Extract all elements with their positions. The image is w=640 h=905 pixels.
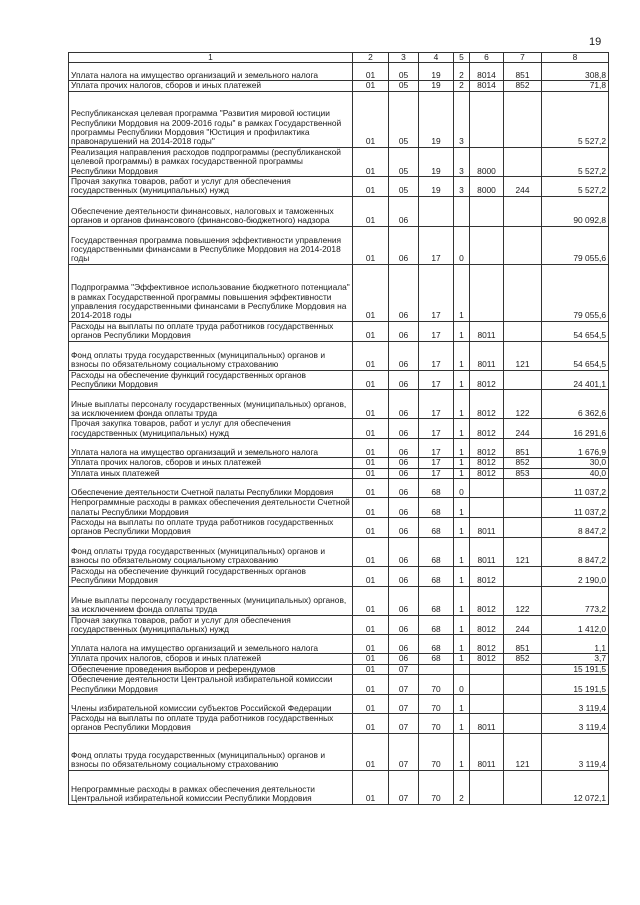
section-code-cell: 01 bbox=[353, 226, 389, 264]
table-row bbox=[69, 517, 609, 537]
subsection-code-cell: 05 bbox=[389, 63, 419, 81]
expense-type-code-cell bbox=[504, 770, 542, 804]
item-name-cell: Государственная программа повышения эффективности управления государственными финансами в Республике Мордовия на 2014-2018 годы bbox=[69, 226, 353, 264]
section-code-cell: 01 bbox=[353, 566, 389, 586]
amount-cell: 12 072,1 bbox=[542, 770, 609, 804]
amount-cell: 54 654,5 bbox=[542, 321, 609, 341]
header-col-6: 6 bbox=[470, 53, 504, 63]
program-code-cell: 19 bbox=[419, 147, 454, 176]
subsection-code-cell: 07 bbox=[389, 770, 419, 804]
subprogram-code-cell: 1 bbox=[454, 458, 470, 468]
expense-direction-code-cell bbox=[470, 675, 504, 695]
program-code-cell: 17 bbox=[419, 226, 454, 264]
amount-cell: 40,0 bbox=[542, 468, 609, 478]
expense-direction-code-cell: 8011 bbox=[470, 733, 504, 770]
section-code-cell: 01 bbox=[353, 390, 389, 419]
subprogram-code-cell: 1 bbox=[454, 419, 470, 439]
section-code-cell: 01 bbox=[353, 713, 389, 733]
amount-cell: 3 119,4 bbox=[542, 713, 609, 733]
expense-direction-code-cell: 8000 bbox=[470, 177, 504, 197]
item-name-cell: Уплата прочих налогов, сборов и иных платежей bbox=[69, 458, 353, 468]
program-code-cell: 70 bbox=[419, 733, 454, 770]
section-code-cell: 01 bbox=[353, 458, 389, 468]
program-code-cell: 19 bbox=[419, 81, 454, 91]
section-code-cell: 01 bbox=[353, 147, 389, 176]
header-col-8: 8 bbox=[542, 53, 609, 63]
section-code-cell: 01 bbox=[353, 498, 389, 518]
program-code-cell: 17 bbox=[419, 321, 454, 341]
subprogram-code-cell: 1 bbox=[454, 635, 470, 654]
program-code-cell: 19 bbox=[419, 177, 454, 197]
item-name-cell: Расходы на выплаты по оплате труда работников государственных органов Республики Мордовия bbox=[69, 321, 353, 341]
table-row bbox=[69, 226, 609, 264]
section-code-cell: 01 bbox=[353, 91, 389, 147]
table-row bbox=[69, 479, 609, 498]
expense-type-code-cell: 851 bbox=[504, 63, 542, 81]
expense-direction-code-cell: 8012 bbox=[470, 390, 504, 419]
amount-cell: 8 847,2 bbox=[542, 517, 609, 537]
program-code-cell: 70 bbox=[419, 770, 454, 804]
expense-type-code-cell: 851 bbox=[504, 635, 542, 654]
subsection-code-cell: 06 bbox=[389, 321, 419, 341]
amount-cell: 1,1 bbox=[542, 635, 609, 654]
expense-type-code-cell: 121 bbox=[504, 341, 542, 370]
expense-type-code-cell: 852 bbox=[504, 458, 542, 468]
expense-type-code-cell: 851 bbox=[504, 439, 542, 458]
subsection-code-cell: 07 bbox=[389, 675, 419, 695]
item-name-cell: Члены избирательной комиссии субъектов Российской Федерации bbox=[69, 694, 353, 713]
table-row bbox=[69, 341, 609, 370]
subsection-code-cell: 07 bbox=[389, 694, 419, 713]
amount-cell: 15 191,5 bbox=[542, 675, 609, 695]
program-code-cell bbox=[419, 196, 454, 226]
subprogram-code-cell: 1 bbox=[454, 468, 470, 478]
table-row bbox=[69, 390, 609, 419]
subsection-code-cell: 06 bbox=[389, 458, 419, 468]
subprogram-code-cell: 3 bbox=[454, 147, 470, 176]
amount-cell: 30,0 bbox=[542, 458, 609, 468]
subsection-code-cell: 07 bbox=[389, 713, 419, 733]
expense-direction-code-cell: 8014 bbox=[470, 81, 504, 91]
item-name-cell: Иные выплаты персоналу государственных (муниципальных) органов, за исключением фонда оплаты труда bbox=[69, 586, 353, 615]
expense-direction-code-cell: 8012 bbox=[470, 586, 504, 615]
expense-direction-code-cell: 8011 bbox=[470, 537, 504, 566]
header-col-7: 7 bbox=[504, 53, 542, 63]
program-code-cell: 17 bbox=[419, 264, 454, 321]
expense-type-code-cell bbox=[504, 321, 542, 341]
subsection-code-cell: 06 bbox=[389, 635, 419, 654]
subprogram-code-cell: 1 bbox=[454, 586, 470, 615]
section-code-cell: 01 bbox=[353, 615, 389, 635]
subprogram-code-cell: 1 bbox=[454, 264, 470, 321]
subprogram-code-cell bbox=[454, 664, 470, 674]
expense-type-code-cell: 121 bbox=[504, 733, 542, 770]
table-header bbox=[69, 53, 609, 63]
subprogram-code-cell: 3 bbox=[454, 91, 470, 147]
subsection-code-cell: 05 bbox=[389, 147, 419, 176]
expense-type-code-cell: 121 bbox=[504, 537, 542, 566]
expense-type-code-cell: 244 bbox=[504, 177, 542, 197]
item-name-cell: Уплата налога на имущество организаций и земельного налога bbox=[69, 439, 353, 458]
subsection-code-cell: 05 bbox=[389, 177, 419, 197]
amount-cell: 1 676,9 bbox=[542, 439, 609, 458]
section-code-cell: 01 bbox=[353, 196, 389, 226]
program-code-cell: 17 bbox=[419, 468, 454, 478]
subprogram-code-cell: 0 bbox=[454, 675, 470, 695]
expense-direction-code-cell: 8012 bbox=[470, 419, 504, 439]
item-name-cell: Фонд оплаты труда государственных (муниципальных) органов и взносы по обязательному социальному страхованию bbox=[69, 733, 353, 770]
amount-cell: 79 055,6 bbox=[542, 226, 609, 264]
expense-direction-code-cell bbox=[470, 479, 504, 498]
amount-cell: 15 191,5 bbox=[542, 664, 609, 674]
section-code-cell: 01 bbox=[353, 517, 389, 537]
section-code-cell: 01 bbox=[353, 664, 389, 674]
table-row bbox=[69, 664, 609, 674]
subprogram-code-cell: 1 bbox=[454, 370, 470, 390]
program-code-cell: 68 bbox=[419, 566, 454, 586]
section-code-cell: 01 bbox=[353, 537, 389, 566]
amount-cell: 5 527,2 bbox=[542, 147, 609, 176]
subsection-code-cell: 06 bbox=[389, 264, 419, 321]
subprogram-code-cell: 1 bbox=[454, 341, 470, 370]
expense-direction-code-cell: 8012 bbox=[470, 566, 504, 586]
section-code-cell: 01 bbox=[353, 468, 389, 478]
expense-direction-code-cell: 8000 bbox=[470, 147, 504, 176]
item-name-cell: Обеспечение деятельности Центральной избирательной комиссии Республики Мордовия bbox=[69, 675, 353, 695]
subprogram-code-cell: 1 bbox=[454, 390, 470, 419]
expense-direction-code-cell: 8011 bbox=[470, 713, 504, 733]
subprogram-code-cell: 2 bbox=[454, 81, 470, 91]
section-code-cell: 01 bbox=[353, 370, 389, 390]
amount-cell: 79 055,6 bbox=[542, 264, 609, 321]
expense-type-code-cell bbox=[504, 566, 542, 586]
header-col-4: 4 bbox=[419, 53, 454, 63]
table-row bbox=[69, 615, 609, 635]
amount-cell: 773,2 bbox=[542, 586, 609, 615]
expense-direction-code-cell: 8011 bbox=[470, 341, 504, 370]
expense-type-code-cell bbox=[504, 664, 542, 674]
section-code-cell: 01 bbox=[353, 654, 389, 664]
item-name-cell: Фонд оплаты труда государственных (муниципальных) органов и взносы по обязательному социальному страхованию bbox=[69, 537, 353, 566]
item-name-cell: Расходы на выплаты по оплате труда работников государственных органов Республики Мордовия bbox=[69, 517, 353, 537]
section-code-cell: 01 bbox=[353, 264, 389, 321]
amount-cell: 3 119,4 bbox=[542, 694, 609, 713]
subsection-code-cell: 05 bbox=[389, 81, 419, 91]
subprogram-code-cell: 3 bbox=[454, 177, 470, 197]
item-name-cell: Прочая закупка товаров, работ и услуг для обеспечения государственных (муниципальных) нужд bbox=[69, 419, 353, 439]
subsection-code-cell: 05 bbox=[389, 91, 419, 147]
table-row bbox=[69, 566, 609, 586]
program-code-cell: 19 bbox=[419, 91, 454, 147]
subprogram-code-cell: 1 bbox=[454, 498, 470, 518]
expense-type-code-cell: 852 bbox=[504, 654, 542, 664]
expense-type-code-cell bbox=[504, 694, 542, 713]
expense-direction-code-cell bbox=[470, 664, 504, 674]
program-code-cell: 70 bbox=[419, 713, 454, 733]
item-name-cell: Обеспечение деятельности Счетной палаты Республики Мордовия bbox=[69, 479, 353, 498]
table-row bbox=[69, 675, 609, 695]
section-code-cell: 01 bbox=[353, 419, 389, 439]
page-number: 19 bbox=[589, 36, 602, 48]
amount-cell: 16 291,6 bbox=[542, 419, 609, 439]
expense-direction-code-cell bbox=[470, 694, 504, 713]
expense-type-code-cell bbox=[504, 226, 542, 264]
header-row bbox=[69, 53, 609, 63]
program-code-cell: 68 bbox=[419, 635, 454, 654]
expense-type-code-cell bbox=[504, 91, 542, 147]
table-row bbox=[69, 713, 609, 733]
table-row bbox=[69, 147, 609, 176]
program-code-cell: 17 bbox=[419, 390, 454, 419]
expense-type-code-cell bbox=[504, 713, 542, 733]
program-code-cell: 17 bbox=[419, 458, 454, 468]
subprogram-code-cell: 1 bbox=[454, 321, 470, 341]
expense-type-code-cell: 244 bbox=[504, 615, 542, 635]
item-name-cell: Уплата налога на имущество организаций и земельного налога bbox=[69, 635, 353, 654]
item-name-cell: Республиканская целевая программа "Развития мировой юстиции Республики Мордовия на 2009-2016 годы" в рамках Государственной программы Республики Мордовия "Юстиция и профилактика правонарушений на 2014-2018 годы" bbox=[69, 91, 353, 147]
amount-cell: 71,8 bbox=[542, 81, 609, 91]
item-name-cell: Расходы на выплаты по оплате труда работников государственных органов Республики Мордовия bbox=[69, 713, 353, 733]
table-row bbox=[69, 196, 609, 226]
section-code-cell: 01 bbox=[353, 63, 389, 81]
subsection-code-cell: 06 bbox=[389, 654, 419, 664]
subprogram-code-cell: 2 bbox=[454, 63, 470, 81]
subprogram-code-cell: 1 bbox=[454, 654, 470, 664]
item-name-cell: Непрограммные расходы в рамках обеспечения деятельности Счетной палаты Республики Мордовия bbox=[69, 498, 353, 518]
program-code-cell: 68 bbox=[419, 654, 454, 664]
table-row bbox=[69, 264, 609, 321]
section-code-cell: 01 bbox=[353, 341, 389, 370]
expense-direction-code-cell bbox=[470, 226, 504, 264]
subprogram-code-cell: 1 bbox=[454, 694, 470, 713]
program-code-cell: 70 bbox=[419, 694, 454, 713]
section-code-cell: 01 bbox=[353, 635, 389, 654]
section-code-cell: 01 bbox=[353, 439, 389, 458]
table-row bbox=[69, 177, 609, 197]
subsection-code-cell: 06 bbox=[389, 341, 419, 370]
program-code-cell: 17 bbox=[419, 370, 454, 390]
header-col-1: 1 bbox=[69, 53, 353, 63]
subsection-code-cell: 06 bbox=[389, 517, 419, 537]
item-name-cell: Расходы на обеспечение функций государственных органов Республики Мордовия bbox=[69, 566, 353, 586]
program-code-cell: 17 bbox=[419, 419, 454, 439]
amount-cell: 90 092,8 bbox=[542, 196, 609, 226]
subsection-code-cell: 06 bbox=[389, 439, 419, 458]
subprogram-code-cell: 1 bbox=[454, 733, 470, 770]
subprogram-code-cell: 1 bbox=[454, 615, 470, 635]
subsection-code-cell: 06 bbox=[389, 468, 419, 478]
item-name-cell: Прочая закупка товаров, работ и услуг для обеспечения государственных (муниципальных) нужд bbox=[69, 615, 353, 635]
table-row bbox=[69, 635, 609, 654]
expense-type-code-cell bbox=[504, 264, 542, 321]
table-row bbox=[69, 537, 609, 566]
header-col-3: 3 bbox=[389, 53, 419, 63]
section-code-cell: 01 bbox=[353, 479, 389, 498]
subprogram-code-cell: 1 bbox=[454, 517, 470, 537]
table-row bbox=[69, 81, 609, 91]
amount-cell: 5 527,2 bbox=[542, 177, 609, 197]
section-code-cell: 01 bbox=[353, 321, 389, 341]
table-row bbox=[69, 498, 609, 518]
subsection-code-cell: 06 bbox=[389, 390, 419, 419]
amount-cell: 1 412,0 bbox=[542, 615, 609, 635]
amount-cell: 2 190,0 bbox=[542, 566, 609, 586]
expense-direction-code-cell: 8011 bbox=[470, 517, 504, 537]
table-body bbox=[69, 63, 609, 804]
subprogram-code-cell: 0 bbox=[454, 479, 470, 498]
program-code-cell: 17 bbox=[419, 439, 454, 458]
subprogram-code-cell: 0 bbox=[454, 226, 470, 264]
expense-direction-code-cell bbox=[470, 196, 504, 226]
item-name-cell: Уплата прочих налогов, сборов и иных платежей bbox=[69, 654, 353, 664]
program-code-cell: 17 bbox=[419, 341, 454, 370]
expense-type-code-cell bbox=[504, 498, 542, 518]
section-code-cell: 01 bbox=[353, 675, 389, 695]
subsection-code-cell: 06 bbox=[389, 537, 419, 566]
expense-type-code-cell bbox=[504, 370, 542, 390]
expense-type-code-cell bbox=[504, 675, 542, 695]
section-code-cell: 01 bbox=[353, 694, 389, 713]
subsection-code-cell: 06 bbox=[389, 196, 419, 226]
item-name-cell: Уплата прочих налогов, сборов и иных платежей bbox=[69, 81, 353, 91]
amount-cell: 3 119,4 bbox=[542, 733, 609, 770]
subsection-code-cell: 06 bbox=[389, 226, 419, 264]
expense-type-code-cell bbox=[504, 147, 542, 176]
table-row bbox=[69, 419, 609, 439]
section-code-cell: 01 bbox=[353, 770, 389, 804]
item-name-cell: Фонд оплаты труда государственных (муниципальных) органов и взносы по обязательному социальному страхованию bbox=[69, 341, 353, 370]
item-name-cell: Обеспечение проведения выборов и референдумов bbox=[69, 664, 353, 674]
subsection-code-cell: 06 bbox=[389, 586, 419, 615]
amount-cell: 54 654,5 bbox=[542, 341, 609, 370]
expense-direction-code-cell bbox=[470, 498, 504, 518]
section-code-cell: 01 bbox=[353, 177, 389, 197]
expense-type-code-cell: 852 bbox=[504, 81, 542, 91]
subsection-code-cell: 06 bbox=[389, 370, 419, 390]
expense-direction-code-cell bbox=[470, 264, 504, 321]
table-row bbox=[69, 654, 609, 664]
table-row bbox=[69, 91, 609, 147]
table-row bbox=[69, 770, 609, 804]
amount-cell: 24 401,1 bbox=[542, 370, 609, 390]
expense-direction-code-cell: 8012 bbox=[470, 439, 504, 458]
expense-direction-code-cell: 8012 bbox=[470, 370, 504, 390]
item-name-cell: Обеспечение деятельности финансовых, налоговых и таможенных органов и органов финансового (финансово-бюджетного) надзора bbox=[69, 196, 353, 226]
table-row bbox=[69, 458, 609, 468]
item-name-cell: Реализация направления расходов подпрограммы (республиканской целевой программы) в рамках государственной программы Республики Мордовия bbox=[69, 147, 353, 176]
program-code-cell: 68 bbox=[419, 498, 454, 518]
budget-table bbox=[68, 52, 609, 805]
expense-type-code-cell: 244 bbox=[504, 419, 542, 439]
section-code-cell: 01 bbox=[353, 586, 389, 615]
header-col-2: 2 bbox=[353, 53, 389, 63]
subsection-code-cell: 06 bbox=[389, 566, 419, 586]
expense-type-code-cell: 122 bbox=[504, 586, 542, 615]
expense-type-code-cell bbox=[504, 196, 542, 226]
program-code-cell bbox=[419, 664, 454, 674]
expense-direction-code-cell: 8012 bbox=[470, 635, 504, 654]
amount-cell: 11 037,2 bbox=[542, 498, 609, 518]
header-col-5: 5 bbox=[454, 53, 470, 63]
item-name-cell: Уплата налога на имущество организаций и земельного налога bbox=[69, 63, 353, 81]
program-code-cell: 68 bbox=[419, 479, 454, 498]
table-row bbox=[69, 694, 609, 713]
amount-cell: 308,8 bbox=[542, 63, 609, 81]
subsection-code-cell: 06 bbox=[389, 615, 419, 635]
expense-direction-code-cell: 8012 bbox=[470, 615, 504, 635]
item-name-cell: Уплата иных платежей bbox=[69, 468, 353, 478]
section-code-cell: 01 bbox=[353, 733, 389, 770]
amount-cell: 6 362,6 bbox=[542, 390, 609, 419]
item-name-cell: Непрограммные расходы в рамках обеспечения деятельности Центральной избирательной комиссии Республики Мордовия bbox=[69, 770, 353, 804]
amount-cell: 3,7 bbox=[542, 654, 609, 664]
expense-direction-code-cell: 8012 bbox=[470, 468, 504, 478]
amount-cell: 11 037,2 bbox=[542, 479, 609, 498]
subsection-code-cell: 06 bbox=[389, 498, 419, 518]
table-row bbox=[69, 468, 609, 478]
expense-direction-code-cell: 8012 bbox=[470, 654, 504, 664]
item-name-cell: Расходы на обеспечение функций государственных органов Республики Мордовия bbox=[69, 370, 353, 390]
table-row bbox=[69, 439, 609, 458]
expense-direction-code-cell bbox=[470, 770, 504, 804]
item-name-cell: Прочая закупка товаров, работ и услуг для обеспечения государственных (муниципальных) нужд bbox=[69, 177, 353, 197]
subsection-code-cell: 07 bbox=[389, 664, 419, 674]
program-code-cell: 70 bbox=[419, 675, 454, 695]
amount-cell: 8 847,2 bbox=[542, 537, 609, 566]
subprogram-code-cell: 2 bbox=[454, 770, 470, 804]
subprogram-code-cell: 1 bbox=[454, 566, 470, 586]
program-code-cell: 68 bbox=[419, 517, 454, 537]
expense-direction-code-cell bbox=[470, 91, 504, 147]
table-row bbox=[69, 370, 609, 390]
subsection-code-cell: 07 bbox=[389, 733, 419, 770]
item-name-cell: Подпрограмма "Эффективное использование бюджетного потенциала" в рамках Государственной программы повышения эффективности управления государственными финансами в Республике Мордовия на 2014-2018 годы bbox=[69, 264, 353, 321]
subprogram-code-cell bbox=[454, 196, 470, 226]
table-row bbox=[69, 586, 609, 615]
section-code-cell: 01 bbox=[353, 81, 389, 91]
table-row bbox=[69, 63, 609, 81]
program-code-cell: 19 bbox=[419, 63, 454, 81]
expense-direction-code-cell: 8012 bbox=[470, 458, 504, 468]
expense-direction-code-cell: 8011 bbox=[470, 321, 504, 341]
expense-type-code-cell bbox=[504, 517, 542, 537]
table-row bbox=[69, 733, 609, 770]
program-code-cell: 68 bbox=[419, 586, 454, 615]
expense-type-code-cell: 122 bbox=[504, 390, 542, 419]
subsection-code-cell: 06 bbox=[389, 479, 419, 498]
subprogram-code-cell: 1 bbox=[454, 537, 470, 566]
table-row bbox=[69, 321, 609, 341]
expense-type-code-cell: 853 bbox=[504, 468, 542, 478]
item-name-cell: Иные выплаты персоналу государственных (муниципальных) органов, за исключением фонда оплаты труда bbox=[69, 390, 353, 419]
expense-type-code-cell bbox=[504, 479, 542, 498]
program-code-cell: 68 bbox=[419, 537, 454, 566]
subprogram-code-cell: 1 bbox=[454, 439, 470, 458]
subprogram-code-cell: 1 bbox=[454, 713, 470, 733]
expense-direction-code-cell: 8014 bbox=[470, 63, 504, 81]
program-code-cell: 68 bbox=[419, 615, 454, 635]
subsection-code-cell: 06 bbox=[389, 419, 419, 439]
amount-cell: 5 527,2 bbox=[542, 91, 609, 147]
